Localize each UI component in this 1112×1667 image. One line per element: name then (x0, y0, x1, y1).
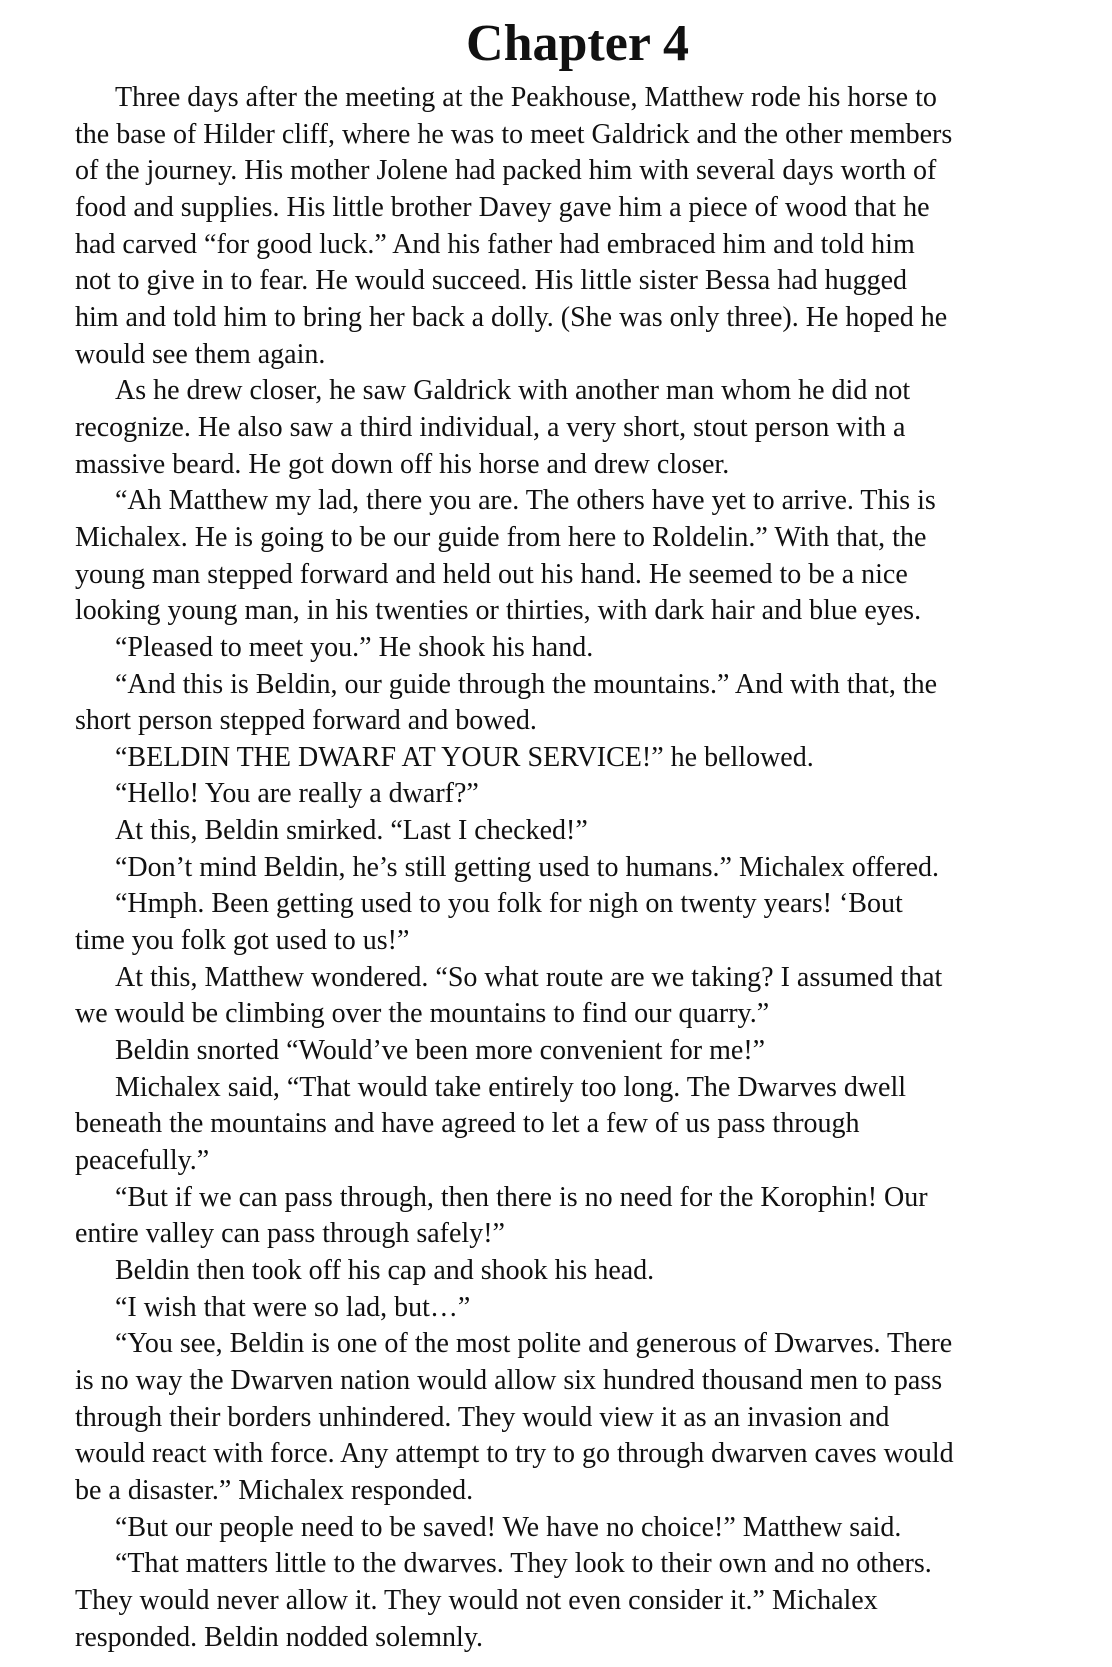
paragraph (75, 1033, 1050, 1070)
text-line: would see them again. (75, 338, 326, 370)
text-line: “That matters little to the dwarves. They look to their own and no others. (115, 1548, 932, 1580)
text-line: recognize. He also saw a third individual, a very short, stout person with a (75, 411, 906, 443)
paragraph (75, 80, 1050, 373)
text-line: Michalex. He is going to be our guide from here to Roldelin.” With that, the (75, 521, 927, 553)
paragraph (75, 1180, 1050, 1253)
text-line: had carved “for good luck.” And his father had embraced him and told him (75, 228, 915, 260)
text-line: looking young man, in his twenties or thirties, with dark hair and blue eyes. (75, 595, 922, 627)
paragraph (75, 886, 1050, 959)
paragraph (75, 813, 1050, 850)
paragraph (75, 373, 1050, 483)
paragraph (75, 740, 1050, 777)
text-line: Beldin then took off his cap and shook his head. (115, 1255, 655, 1286)
text-line: entire valley can pass through safely!” (75, 1218, 505, 1250)
text-line: At this, Matthew wondered. “So what route are we taking? I assumed that (115, 961, 943, 993)
text-line: through their borders unhindered. They would view it as an invasion and (75, 1401, 890, 1433)
chapter-title: Chapter 4 (466, 15, 689, 72)
text-line: “BELDIN THE DWARF AT YOUR SERVICE!” he bellowed. (115, 741, 814, 773)
text-line: peacefully.” (75, 1145, 210, 1177)
text-line: As he drew closer, he saw Galdrick with another man whom he did not (115, 375, 911, 407)
text-line: Three days after the meeting at the Peakhouse, Matthew rode his horse to (115, 82, 937, 113)
text-line: food and supplies. His little brother Davey gave him a piece of wood that he (75, 191, 930, 223)
paragraph (75, 960, 1050, 1033)
text-line: At this, Beldin smirked. “Last I checked!” (115, 815, 588, 847)
text-line: “Hmph. Been getting used to you folk for nigh on twenty years! ‘Bout (115, 888, 903, 920)
paragraph (75, 1070, 1050, 1180)
paragraph (75, 850, 1050, 887)
text-line: is no way the Dwarven nation would allow six hundred thousand men to pass (75, 1364, 943, 1396)
paragraph (75, 1253, 1050, 1290)
paragraph (75, 667, 1050, 740)
text-line: Michalex said, “That would take entirely too long. The Dwarves dwell (115, 1071, 907, 1103)
text-line: him and told him to bring her back a dolly. (She was only three). He hoped he (75, 301, 948, 333)
text-line: “Hello! You are really a dwarf?” (115, 778, 479, 810)
paragraph (75, 1510, 1050, 1547)
text-line: beneath the mountains and have agreed to let a few of us pass through (75, 1108, 860, 1140)
paragraph (75, 483, 1050, 630)
chapter-body (75, 80, 1050, 1656)
text-line: “But our people need to be saved! We have no choice!” Matthew said. (115, 1511, 902, 1543)
text-line: young man stepped forward and held out his hand. He seemed to be a nice (75, 558, 908, 590)
text-line: Beldin snorted “Would’ve been more convenient for me!” (115, 1035, 766, 1067)
text-line: “And this is Beldin, our guide through the mountains.” And with that, the (115, 668, 938, 700)
text-line: “You see, Beldin is one of the most polite and generous of Dwarves. There (115, 1328, 953, 1360)
text-line: “Ah Matthew my lad, there you are. The others have yet to arrive. This is (115, 485, 936, 517)
paragraph (75, 1546, 1050, 1656)
text-line: would react with force. Any attempt to try to go through dwarven caves would (75, 1438, 954, 1470)
paragraph (75, 1326, 1050, 1509)
text-line: massive beard. He got down off his horse and drew closer. (75, 448, 730, 480)
text-line: “But if we can pass through, then there is no need for the Korophin! Our (115, 1181, 928, 1213)
text-line: time you folk got used to us!” (75, 925, 410, 957)
text-line: “Pleased to meet you.” He shook his hand. (115, 631, 594, 663)
text-line: “Don’t mind Beldin, he’s still getting used to humans.” Michalex offered. (115, 851, 940, 883)
paragraph (75, 776, 1050, 813)
paragraph (75, 630, 1050, 667)
text-line: of the journey. His mother Jolene had packed him with several days worth of (75, 155, 937, 187)
text-line: “I wish that were so lad, but…” (115, 1291, 471, 1323)
text-line: we would be climbing over the mountains to find our quarry.” (75, 998, 770, 1030)
text-line: be a disaster.” Michalex responded. (75, 1474, 474, 1506)
text-line: They would never allow it. They would not even consider it.” Michalex (75, 1584, 878, 1616)
text-line: the base of Hilder cliff, where he was to meet Galdrick and the other members (75, 118, 953, 150)
text-line: responded. Beldin nodded solemnly. (75, 1621, 484, 1653)
text-line: not to give in to fear. He would succeed. His little sister Bessa had hugged (75, 265, 908, 297)
text-line: short person stepped forward and bowed. (75, 705, 537, 737)
paragraph (75, 1290, 1050, 1327)
